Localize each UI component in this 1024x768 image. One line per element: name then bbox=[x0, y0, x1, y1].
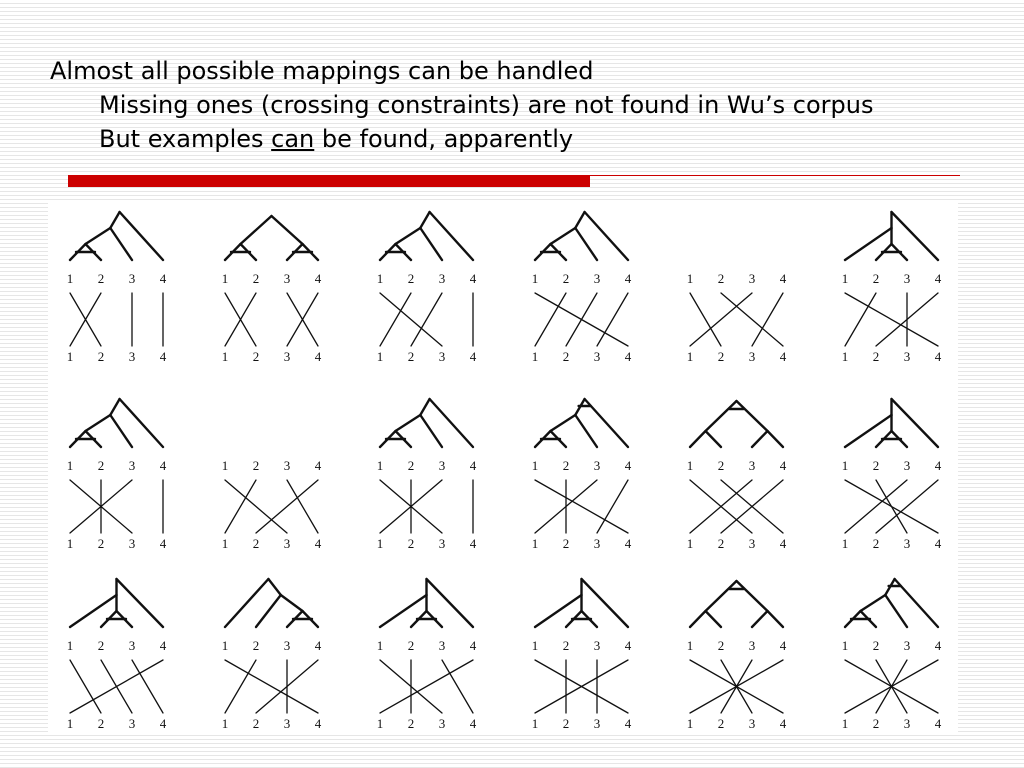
source-position-label: 2 bbox=[407, 458, 415, 473]
bullet-sub-1: Missing ones (crossing constraints) are not found in Wu’s corpus bbox=[99, 91, 874, 119]
target-position-label: 1 bbox=[221, 716, 229, 731]
source-position-label: 1 bbox=[221, 271, 229, 286]
target-position-label: 1 bbox=[686, 349, 694, 364]
source-position-label: 2 bbox=[97, 458, 105, 473]
tree-edge bbox=[420, 399, 429, 415]
source-position-label: 2 bbox=[562, 271, 570, 286]
accent-bar bbox=[68, 175, 590, 187]
tree-edge bbox=[845, 228, 892, 260]
bullet-sub-2-end: be found, apparently bbox=[314, 125, 574, 153]
tree-edge bbox=[396, 228, 421, 244]
tree-edge bbox=[551, 415, 576, 431]
alignment-line bbox=[380, 293, 442, 346]
target-position-label: 4 bbox=[469, 716, 477, 731]
target-position-label: 2 bbox=[97, 536, 105, 551]
source-position-label: 1 bbox=[531, 271, 539, 286]
target-position-label: 1 bbox=[376, 716, 384, 731]
tree-edge bbox=[281, 595, 303, 611]
source-position-label: 1 bbox=[66, 638, 74, 653]
source-position-label: 2 bbox=[97, 271, 105, 286]
source-position-label: 2 bbox=[252, 638, 260, 653]
tree-edge bbox=[256, 595, 281, 627]
alignment-line bbox=[690, 293, 752, 346]
accent-line bbox=[590, 175, 960, 176]
source-position-label: 2 bbox=[872, 638, 880, 653]
target-position-label: 2 bbox=[407, 716, 415, 731]
target-position-label: 3 bbox=[903, 536, 911, 551]
source-position-label: 3 bbox=[748, 271, 756, 286]
source-position-label: 4 bbox=[159, 458, 167, 473]
tree-edge bbox=[861, 595, 886, 611]
tree-edge bbox=[575, 212, 584, 228]
alignment-line bbox=[876, 480, 907, 533]
target-position-label: 3 bbox=[903, 716, 911, 731]
target-position-label: 1 bbox=[531, 349, 539, 364]
tree-edge bbox=[110, 399, 119, 415]
tree-edge bbox=[845, 415, 892, 447]
target-position-label: 1 bbox=[66, 349, 74, 364]
bullet-sub-2-start: But examples bbox=[99, 125, 272, 153]
target-position-label: 4 bbox=[314, 536, 322, 551]
target-position-label: 1 bbox=[66, 536, 74, 551]
target-position-label: 4 bbox=[469, 536, 477, 551]
source-position-label: 3 bbox=[903, 638, 911, 653]
target-position-label: 2 bbox=[872, 349, 880, 364]
source-position-label: 2 bbox=[872, 271, 880, 286]
tree-edge bbox=[690, 431, 706, 447]
source-position-label: 3 bbox=[438, 458, 446, 473]
alignment-line bbox=[411, 293, 442, 346]
tree-edge bbox=[768, 611, 784, 627]
source-position-label: 4 bbox=[314, 638, 322, 653]
alignment-line bbox=[845, 293, 938, 346]
alignment-line bbox=[380, 293, 411, 346]
tree-edge bbox=[575, 415, 597, 447]
source-position-label: 3 bbox=[283, 271, 291, 286]
source-position-label: 2 bbox=[717, 638, 725, 653]
source-position-label: 3 bbox=[128, 638, 136, 653]
target-position-label: 4 bbox=[159, 349, 167, 364]
source-position-label: 4 bbox=[934, 638, 942, 653]
source-position-label: 3 bbox=[903, 458, 911, 473]
source-position-label: 1 bbox=[531, 638, 539, 653]
source-position-label: 4 bbox=[934, 271, 942, 286]
alignment-line bbox=[597, 480, 628, 533]
source-position-label: 2 bbox=[97, 638, 105, 653]
source-position-label: 1 bbox=[686, 638, 694, 653]
alignment-line bbox=[225, 660, 318, 713]
source-position-label: 2 bbox=[407, 271, 415, 286]
target-position-label: 3 bbox=[128, 536, 136, 551]
target-position-label: 1 bbox=[376, 536, 384, 551]
target-position-label: 2 bbox=[872, 536, 880, 551]
tree-edge bbox=[70, 595, 117, 627]
tree-edge bbox=[241, 216, 272, 244]
tree-edge bbox=[110, 212, 119, 228]
source-position-label: 1 bbox=[221, 638, 229, 653]
target-position-label: 2 bbox=[717, 349, 725, 364]
source-position-label: 4 bbox=[159, 271, 167, 286]
source-position-label: 4 bbox=[469, 638, 477, 653]
source-position-label: 2 bbox=[252, 271, 260, 286]
target-position-label: 2 bbox=[717, 716, 725, 731]
target-position-label: 2 bbox=[562, 349, 570, 364]
permutation-figure bbox=[48, 200, 958, 735]
target-position-label: 3 bbox=[593, 716, 601, 731]
source-position-label: 4 bbox=[624, 458, 632, 473]
target-position-label: 3 bbox=[438, 716, 446, 731]
target-position-label: 3 bbox=[283, 536, 291, 551]
target-position-label: 1 bbox=[686, 716, 694, 731]
source-position-label: 3 bbox=[903, 271, 911, 286]
source-position-label: 1 bbox=[841, 458, 849, 473]
tree-edge bbox=[380, 595, 427, 627]
tree-edge bbox=[420, 415, 442, 447]
tree-edge bbox=[737, 401, 768, 431]
target-position-label: 3 bbox=[593, 349, 601, 364]
target-position-label: 1 bbox=[66, 716, 74, 731]
source-position-label: 3 bbox=[438, 271, 446, 286]
alignment-line bbox=[225, 480, 256, 533]
target-position-label: 1 bbox=[531, 536, 539, 551]
target-position-label: 2 bbox=[562, 536, 570, 551]
target-position-label: 2 bbox=[97, 349, 105, 364]
target-position-label: 2 bbox=[252, 536, 260, 551]
source-position-label: 2 bbox=[562, 458, 570, 473]
alignment-line bbox=[442, 660, 473, 713]
target-position-label: 4 bbox=[624, 536, 632, 551]
target-position-label: 2 bbox=[717, 536, 725, 551]
alignment-line bbox=[132, 660, 163, 713]
target-position-label: 4 bbox=[624, 716, 632, 731]
source-position-label: 1 bbox=[376, 271, 384, 286]
target-position-label: 2 bbox=[407, 536, 415, 551]
source-position-label: 4 bbox=[469, 458, 477, 473]
source-position-label: 4 bbox=[159, 638, 167, 653]
target-position-label: 1 bbox=[841, 716, 849, 731]
alignment-line bbox=[256, 480, 318, 533]
tree-edge bbox=[420, 212, 429, 228]
source-position-label: 3 bbox=[283, 458, 291, 473]
tree-edge bbox=[86, 228, 111, 244]
source-position-label: 3 bbox=[128, 458, 136, 473]
source-position-label: 4 bbox=[314, 458, 322, 473]
target-position-label: 3 bbox=[748, 716, 756, 731]
source-position-label: 2 bbox=[562, 638, 570, 653]
source-position-label: 2 bbox=[252, 458, 260, 473]
source-position-label: 4 bbox=[469, 271, 477, 286]
target-position-label: 4 bbox=[159, 716, 167, 731]
tree-edge bbox=[551, 228, 576, 244]
source-position-label: 2 bbox=[717, 271, 725, 286]
underlined-word: can bbox=[271, 125, 315, 153]
target-position-label: 4 bbox=[934, 536, 942, 551]
target-position-label: 1 bbox=[221, 349, 229, 364]
target-position-label: 3 bbox=[748, 536, 756, 551]
target-position-label: 3 bbox=[438, 536, 446, 551]
target-position-label: 4 bbox=[934, 349, 942, 364]
tree-edge bbox=[272, 216, 303, 244]
alignment-line bbox=[845, 480, 907, 533]
source-position-label: 4 bbox=[624, 271, 632, 286]
tree-edge bbox=[706, 581, 737, 611]
source-position-label: 3 bbox=[438, 638, 446, 653]
source-position-label: 1 bbox=[841, 638, 849, 653]
tree-edge bbox=[768, 431, 784, 447]
alignment-line bbox=[380, 660, 473, 713]
target-position-label: 3 bbox=[903, 349, 911, 364]
alignment-line bbox=[752, 293, 783, 346]
source-position-label: 4 bbox=[779, 271, 787, 286]
target-position-label: 4 bbox=[779, 349, 787, 364]
tree-edge bbox=[706, 401, 737, 431]
source-position-label: 1 bbox=[531, 458, 539, 473]
alignment-line bbox=[876, 480, 938, 533]
tree-edge bbox=[690, 611, 706, 627]
source-position-label: 4 bbox=[934, 458, 942, 473]
alignment-line bbox=[70, 660, 101, 713]
tree-edge bbox=[110, 415, 132, 447]
bullet-sub-2 bbox=[50, 122, 873, 156]
source-position-label: 1 bbox=[686, 458, 694, 473]
target-position-label: 4 bbox=[779, 716, 787, 731]
tree-edge bbox=[110, 228, 132, 260]
source-position-label: 3 bbox=[593, 638, 601, 653]
target-position-label: 4 bbox=[314, 716, 322, 731]
source-position-label: 4 bbox=[779, 638, 787, 653]
source-position-label: 2 bbox=[717, 458, 725, 473]
permutation-diagram bbox=[48, 200, 958, 735]
alignment-line bbox=[597, 293, 628, 346]
source-position-label: 3 bbox=[593, 271, 601, 286]
source-position-label: 1 bbox=[66, 458, 74, 473]
target-position-label: 2 bbox=[97, 716, 105, 731]
target-position-label: 4 bbox=[934, 716, 942, 731]
tree-edge bbox=[706, 611, 722, 627]
alignment-line bbox=[845, 293, 876, 346]
alignment-line bbox=[535, 293, 566, 346]
target-position-label: 2 bbox=[407, 349, 415, 364]
alignment-line bbox=[225, 660, 256, 713]
source-position-label: 3 bbox=[593, 458, 601, 473]
target-position-label: 2 bbox=[562, 716, 570, 731]
alignment-line bbox=[70, 660, 163, 713]
target-position-label: 1 bbox=[686, 536, 694, 551]
tree-edge bbox=[752, 611, 768, 627]
target-position-label: 3 bbox=[593, 536, 601, 551]
tree-edge bbox=[268, 579, 280, 595]
target-position-label: 3 bbox=[438, 349, 446, 364]
source-position-label: 4 bbox=[624, 638, 632, 653]
tree-edge bbox=[420, 228, 442, 260]
target-position-label: 3 bbox=[128, 716, 136, 731]
alignment-line bbox=[287, 480, 318, 533]
slide-text bbox=[50, 54, 873, 156]
alignment-line bbox=[225, 480, 287, 533]
target-position-label: 3 bbox=[748, 349, 756, 364]
source-position-label: 4 bbox=[779, 458, 787, 473]
tree-edge bbox=[396, 415, 421, 431]
source-position-label: 1 bbox=[376, 638, 384, 653]
tree-edge bbox=[535, 595, 582, 627]
target-position-label: 1 bbox=[531, 716, 539, 731]
source-position-label: 3 bbox=[748, 458, 756, 473]
alignment-line bbox=[721, 293, 783, 346]
source-position-label: 1 bbox=[686, 271, 694, 286]
alignment-line bbox=[566, 293, 597, 346]
source-position-label: 1 bbox=[221, 458, 229, 473]
source-position-label: 1 bbox=[376, 458, 384, 473]
target-position-label: 1 bbox=[221, 536, 229, 551]
source-position-label: 2 bbox=[872, 458, 880, 473]
target-position-label: 4 bbox=[314, 349, 322, 364]
tree-edge bbox=[752, 431, 768, 447]
bullet-main: Almost all possible mappings can be handled bbox=[50, 57, 594, 85]
target-position-label: 4 bbox=[624, 349, 632, 364]
tree-edge bbox=[737, 581, 768, 611]
tree-edge bbox=[86, 415, 111, 431]
source-position-label: 4 bbox=[314, 271, 322, 286]
tree-edge bbox=[575, 228, 597, 260]
target-position-label: 4 bbox=[469, 349, 477, 364]
target-position-label: 1 bbox=[841, 536, 849, 551]
source-position-label: 3 bbox=[128, 271, 136, 286]
alignment-line bbox=[690, 293, 721, 346]
source-position-label: 3 bbox=[283, 638, 291, 653]
target-position-label: 2 bbox=[872, 716, 880, 731]
alignment-line bbox=[535, 480, 628, 533]
tree-edge bbox=[706, 431, 722, 447]
target-position-label: 4 bbox=[779, 536, 787, 551]
target-position-label: 3 bbox=[128, 349, 136, 364]
target-position-label: 2 bbox=[252, 716, 260, 731]
target-position-label: 3 bbox=[283, 349, 291, 364]
tree-edge bbox=[885, 595, 907, 627]
target-position-label: 2 bbox=[252, 349, 260, 364]
target-position-label: 4 bbox=[159, 536, 167, 551]
source-position-label: 1 bbox=[66, 271, 74, 286]
source-position-label: 1 bbox=[841, 271, 849, 286]
source-position-label: 2 bbox=[407, 638, 415, 653]
target-position-label: 3 bbox=[283, 716, 291, 731]
target-position-label: 1 bbox=[376, 349, 384, 364]
source-position-label: 3 bbox=[748, 638, 756, 653]
target-position-label: 1 bbox=[841, 349, 849, 364]
